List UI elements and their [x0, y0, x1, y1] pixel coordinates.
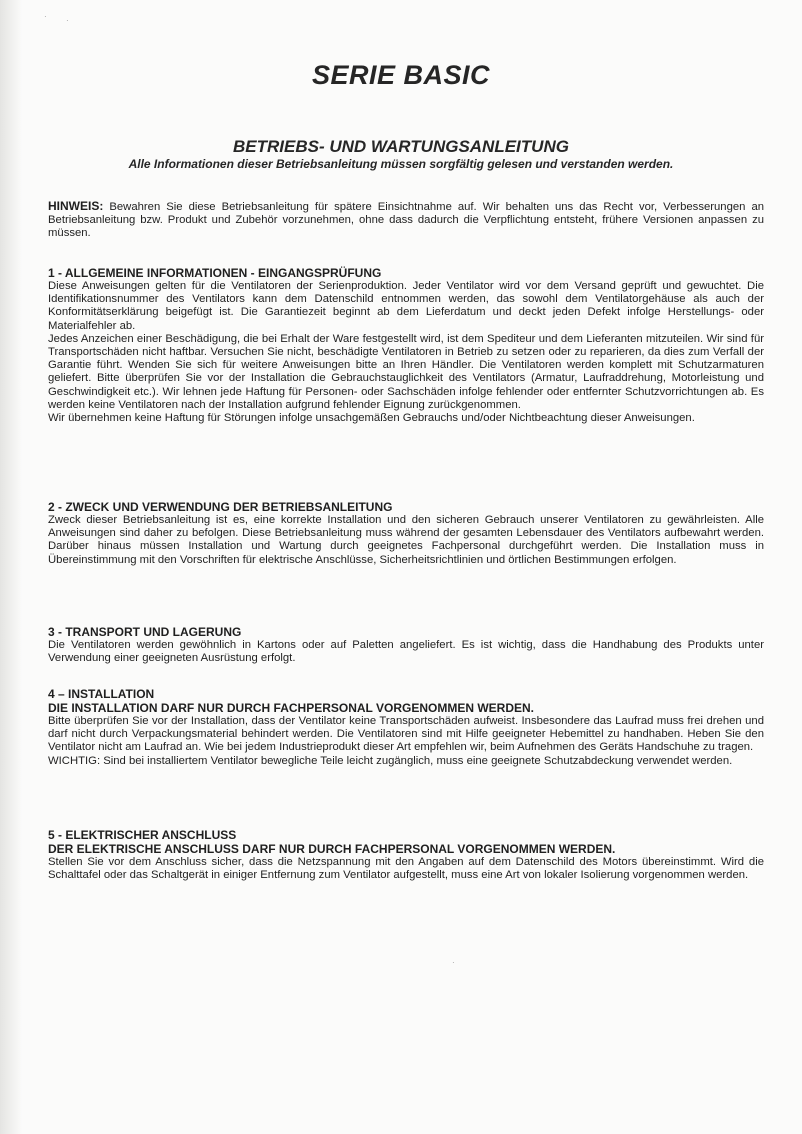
section-paragraph: Jedes Anzeichen einer Beschädigung, die bei Erhalt der Ware festgestellt wird, ist dem Spediteur und dem Lieferanten mitzuteilen. Wir sind für Transportschäden nicht haftbar. Versuchen Sie nicht, beschädigte Ventilatoren in Betrieb zu setzen oder zu reparieren, da dies zum Verfall der Garantie führt. Wenden Sie sich für weitere Anweisungen bitte an Ihren Händler. Die Ventilatoren werden komplett mit Schutzarmaturen geliefert. Bitte überprüfen Sie vor der Installation die Gebrauchstauglichkeit des Ventilators (Armatur, Laufraddrehung, Motorleistung und Geschwindigkeit etc.). Wir lehnen jede Haftung für Personen- oder Sachschäden infolge fehlender oder entfernter Schutzvorrichtungen ab. Es werden keine Ventilatoren nach der Installation aufgrund fehlender Eignung zurückgenommen.	[48, 332, 764, 411]
section-paragraph: Bitte überprüfen Sie vor der Installation, dass der Ventilator keine Transportschäden aufweist. Insbesondere das Laufrad muss frei drehen und darf nicht durch Verpackungsmaterial behindert werden. Die Ventilatoren sind mit Hilfe geeigneter Hebemittel zu handhaben. Heben Sie den Ventilator nicht am Laufrad an. Wie bei jedem Industrieprodukt dieser Art empfehlen wir, beim Aufnehmen des Geräts Handschuhe zu tragen.	[48, 715, 764, 754]
section-2	[48, 500, 764, 567]
section-5	[48, 828, 764, 882]
section-heading: 4 – INSTALLATION	[48, 687, 155, 701]
section-paragraph: Wir übernehmen keine Haftung für Störungen infolge unsachgemäßen Gebrauchs und/oder Nichtbeachtung dieser Anweisungen.	[48, 412, 695, 425]
scan-speck: ·	[66, 16, 69, 25]
section-heading: 1 - ALLGEMEINE INFORMATIONEN - EINGANGSPRÜFUNG	[48, 266, 382, 280]
section-heading: 5 - ELEKTRISCHER ANSCHLUSS	[48, 828, 237, 842]
document-title: SERIE BASIC	[311, 60, 491, 90]
hinweis-label: HINWEIS:	[48, 199, 104, 213]
document-reading-note: Alle Informationen dieser Betriebsanleitung müssen sorgfältig gelesen und verstanden werden.	[128, 157, 674, 171]
scan-speck: ·	[44, 12, 47, 21]
scan-speck: ·	[452, 958, 455, 967]
section-4	[48, 687, 764, 768]
section-paragraph: Zweck dieser Betriebsanleitung ist es, eine korrekte Installation und den sicheren Gebrauch unserer Ventilatoren zu gewährleisten. Alle Anweisungen sind daher zu befolgen. Diese Betriebsanleitung muss während der gesamten Lebensdauer des Ventilators aufbewahrt werden. Darüber hinaus müssen Installation und Wartung durch geeignetes Fachpersonal durchgeführt werden. Die Installation muss in Übereinstimmung mit den Vorschriften für elektrische Anschlüsse, Sicherheitsrichtlinien und örtlichen Bestimmungen erfolgen.	[48, 514, 764, 566]
section-subheading: DIE INSTALLATION DARF NUR DURCH FACHPERSONAL VORGENOMMEN WERDEN.	[48, 701, 534, 715]
hinweis-block	[48, 200, 764, 241]
section-heading: 3 - TRANSPORT UND LAGERUNG	[48, 625, 242, 639]
section-3	[48, 625, 764, 665]
section-paragraph: WICHTIG: Sind bei installiertem Ventilator bewegliche Teile leicht zugänglich, muss eine geeignete Schutzabdeckung verwendet werden.	[48, 754, 733, 767]
section-subheading: DER ELEKTRISCHE ANSCHLUSS DARF NUR DURCH FACHPERSONAL VORGENOMMEN WERDEN.	[48, 842, 616, 856]
document-subtitle: BETRIEBS- UND WARTUNGSANLEITUNG	[233, 137, 569, 156]
section-heading: 2 - ZWECK UND VERWENDUNG DER BETRIEBSANLEITUNG	[48, 500, 393, 514]
section-1	[48, 266, 764, 425]
section-paragraph: Stellen Sie vor dem Anschluss sicher, dass die Netzspannung mit den Angaben auf dem Datenschild des Motors übereinstimmt. Wird die Schalttafel oder das Schaltgerät in einiger Entfernung zum Ventilator aufgestellt, muss eine Art von lokaler Isolierung vorgenommen werden.	[48, 856, 764, 882]
hinweis-text: Bewahren Sie diese Betriebsanleitung für spätere Einsichtnahme auf. Wir behalten uns das Recht vor, Verbesserungen an Betriebsanleitung bzw. Produkt und Zubehör vorzunehmen, ohne dass dadurch die Verpflichtung entsteht, frühere Versionen anpassen zu müssen.	[48, 201, 765, 240]
hinweis-paragraph	[48, 200, 764, 241]
section-paragraph: Diese Anweisungen gelten für die Ventilatoren der Serienproduktion. Jeder Ventilator wird vor dem Versand geprüft und gewuchtet. Die Identifikationsnummer des Ventilators kann dem Datenschild entnommen werden, das sowohl dem Ventilatorgehäuse als auch der Konformitätserklärung beigefügt ist. Die Garantiezeit beginnt ab dem Lieferdatum und deckt jeden Defekt infolge Herstellungs- oder Materialfehler ab.	[48, 280, 764, 332]
section-paragraph: Die Ventilatoren werden gewöhnlich in Kartons oder auf Paletten angeliefert. Es ist wichtig, dass die Handhabung des Produkts unter Verwendung einer geeigneten Ausrüstung erfolgt.	[48, 639, 764, 665]
